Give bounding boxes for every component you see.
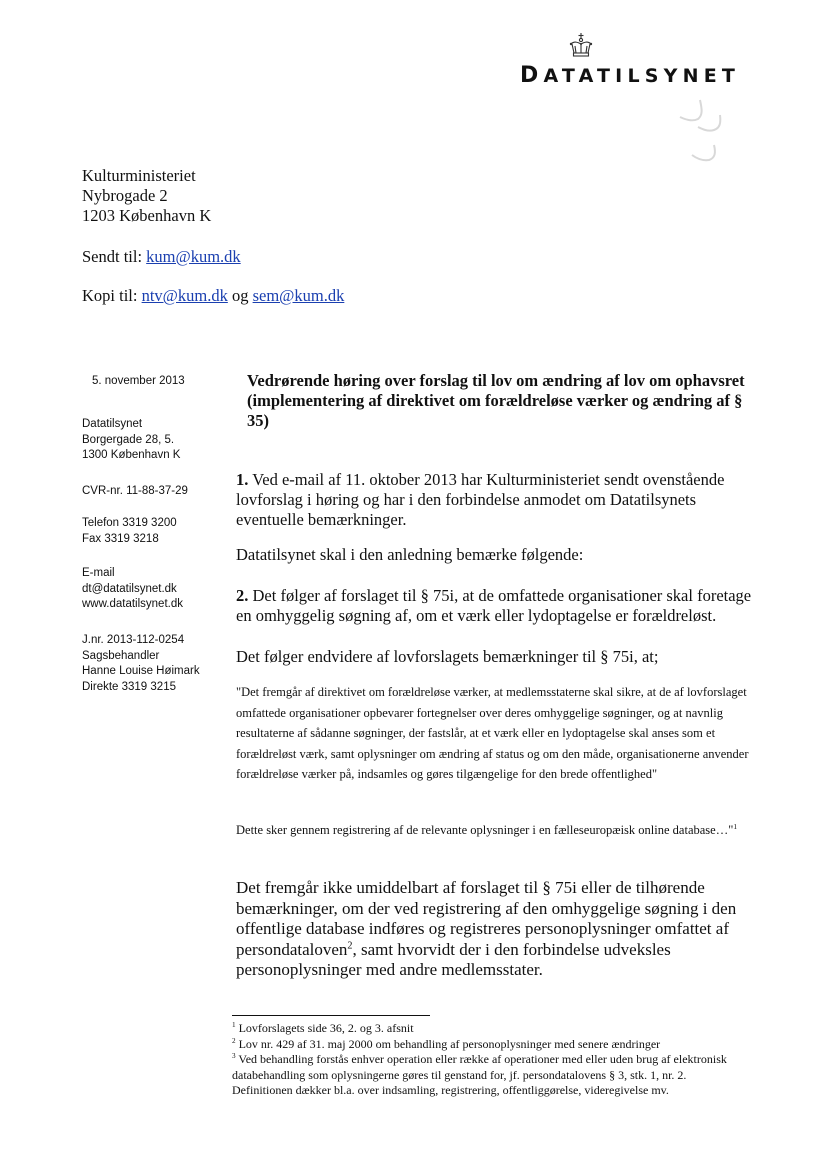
copy-to-email-link-2[interactable]: sem@kum.dk: [252, 286, 345, 305]
footnote-3: [232, 1052, 742, 1099]
copy-to-label: Kopi til:: [82, 286, 138, 305]
recipient-address: [82, 166, 211, 226]
sender-contact-block: [82, 566, 232, 613]
sender-org: Datatilsynet: [82, 418, 143, 430]
recipient-city: 1203 København K: [82, 206, 212, 225]
copy-to-joiner: og: [231, 286, 249, 305]
footnote-2-number: 2: [232, 1036, 236, 1045]
letter-date: 5. november 2013: [92, 375, 185, 387]
paragraph-5: [236, 878, 766, 981]
paragraph-3: [236, 586, 766, 626]
footnote-divider: [232, 1015, 430, 1016]
recipient-name: Kulturministeriet: [82, 166, 196, 185]
footnote-ref-2: 2: [347, 939, 353, 951]
paragraph-5-text-a: Det fremgår ikke umiddelbart af forslaget til § 75i eller de tilhørende bemærkninger, om der ved registrering af den omhyggelige søgning i den offentlige database indføres og registreres personoplysninger omfattet af persondataloven: [236, 878, 737, 959]
case-handler-label: Sagsbehandler: [82, 649, 160, 662]
paragraph-3-number: 2.: [236, 586, 249, 605]
footnote-1: [232, 1021, 742, 1037]
sender-website: www.datatilsynet.dk: [82, 598, 183, 610]
quote-paragraph-2: [236, 820, 756, 841]
paragraph-1-text: Ved e-mail af 11. oktober 2013 har Kulturministeriet sendt ovenstående lovforslag i høring og har i den forbindelse anmodet om Datatilsynets eventuelle bemærkninger.: [236, 470, 725, 529]
footnote-2-text: Lov nr. 429 af 31. maj 2000 om behandling af personoplysninger med senere ændringer: [238, 1036, 661, 1051]
paragraph-2: Datatilsynet skal i den anledning bemærke følgende:: [236, 545, 584, 564]
case-handler-name: Hanne Louise Høimark: [82, 665, 200, 677]
sent-to-email-link[interactable]: kum@kum.dk: [146, 247, 241, 266]
handwritten-mark: [640, 95, 730, 175]
sent-to-label: Sendt til:: [82, 247, 143, 266]
sender-email: dt@datatilsynet.dk: [82, 582, 177, 595]
footnote-1-number: 1: [232, 1021, 236, 1029]
sender-fax: Fax 3319 3218: [82, 532, 159, 545]
footnote-3-number: 3: [232, 1052, 236, 1060]
footnote-3-text: Ved behandling forstås enhver operation eller række af operationer med eller uden brug af elektronisk databehandling som oplysningerne gøres til genstand for, jf. persondatalovens § 3, stk. 1, nr. 2. Definitionen dækker bl.a. over indsamling, registrering, offentliggørelse, videregivelse mv.: [232, 1052, 727, 1097]
sender-email-label: E-mail: [82, 567, 115, 579]
case-handler-phone: Direkte 3319 3215: [82, 680, 176, 693]
quote-paragraph-1: "Det fremgår af direktivet om forældreløse værker, at medlemsstaterne skal sikre, at de af lovforslaget omfattede organisationer opbevarer fortegnelser over deres omhyggelige søgninger, og at navnlig resultaterne af sådanne søgninger, der fastslår, at et værk eller en lydoptagelse skal anses som et forældreløst værk, samt oplysninger om ændring af status og om den måde, organisationerne anvender forældreløse værker på, indsamles og gøres tilgængelige for den brede offentlighed": [236, 685, 749, 781]
paragraph-5-text-b: , samt hvorvidt der i den forbindelse udveksles personoplysninger med andre medlemsstater.: [236, 939, 671, 979]
sender-phone-block: [82, 516, 232, 547]
case-info-block: [82, 633, 232, 695]
sender-city: 1300 København K: [82, 449, 181, 461]
sender-street: Borgergade 28, 5.: [82, 433, 175, 446]
quote-paragraph-2-text: Dette sker gennem registrering af de relevante oplysninger i en fælleseuropæisk online database…": [236, 823, 734, 837]
crown-icon: [566, 32, 596, 62]
brand-logo-text: DATATILSYNET: [520, 63, 741, 88]
sender-cvr: CVR-nr. 11-88-37-29: [82, 485, 188, 497]
paragraph-4: Det følger endvidere af lovforslagets bemærkninger til § 75i, at;: [236, 647, 659, 666]
sent-to-line: [82, 247, 241, 267]
journal-number: J.nr. 2013-112-0254: [82, 634, 185, 646]
copy-to-email-link-1[interactable]: ntv@kum.dk: [141, 286, 228, 305]
sender-address: [82, 417, 232, 464]
recipient-street: Nybrogade 2: [82, 186, 168, 205]
paragraph-3-text: Det følger af forslaget til § 75i, at de omfattede organisationer skal foretage en omhyggelig søgning af, om et værk eller lydoptagelse er forældreløst.: [236, 586, 752, 625]
sender-phone: Telefon 3319 3200: [82, 517, 177, 529]
paragraph-1: [236, 470, 766, 530]
copy-to-line: [82, 286, 344, 306]
footnote-2: [232, 1037, 742, 1053]
footnote-1-text: Lovforslagets side 36, 2. og 3. afsnit: [238, 1021, 414, 1035]
letter-subject: Vedrørende høring over forslag til lov om ændring af lov om ophavsret (implementering af direktivet om forældreløse værker og ændring af § 35): [247, 371, 745, 430]
footnotes: [232, 1021, 742, 1099]
paragraph-1-number: 1.: [236, 470, 249, 489]
footnote-ref-1: 1: [733, 821, 738, 831]
